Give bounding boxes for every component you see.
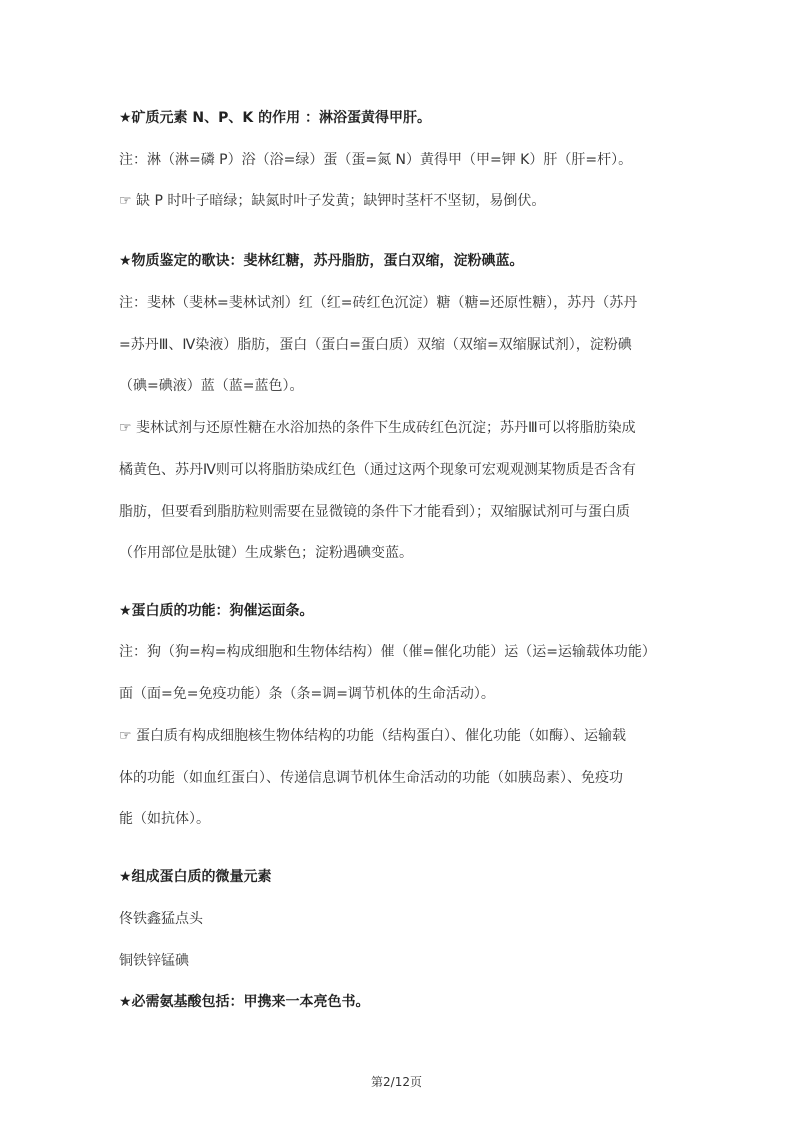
mnemonic-line: 铜铁锌锰碘 <box>119 953 189 969</box>
note-line: 注：淋（淋=磷 P）浴（浴=绿）蛋（蛋=氮 N）黄得甲（甲=钾 K）肝（肝=杆）。 <box>119 152 633 168</box>
tip-line: ☞ 斐林试剂与还原性糖在水浴加热的条件下生成砖红色沉淀；苏丹Ⅲ可以将脂肪染成 <box>119 420 636 436</box>
note-line: =苏丹Ⅲ、Ⅳ染液）脂肪，蛋白（蛋白=蛋白质）双缩（双缩=双缩脲试剂），淀粉碘 <box>119 337 632 353</box>
note-line: 注：狗（狗=构=构成细胞和生物体结构）催（催=催化功能）运（运=运输载体功能） <box>119 644 656 660</box>
note-line: 注：斐林（斐林=斐林试剂）红（红=砖红色沉淀）糖（糖=还原性糖），苏丹（苏丹 <box>119 295 638 311</box>
note-line: 面（面=免=免疫功能）条（条=调=调节机体的生命活动）。 <box>119 686 495 702</box>
page-number: 第2/12页 <box>371 1075 422 1089</box>
mnemonic-line: 佟铁鑫猛点头 <box>119 911 203 927</box>
section-heading-trace-elements: ★组成蛋白质的微量元素 <box>119 869 272 885</box>
tip-line: 体的功能（如血红蛋白）、传递信息调节机体生命活动的功能（如胰岛素）、免疫功 <box>119 770 623 786</box>
note-line: （碘=碘液）蓝（蓝=蓝色）。 <box>119 378 304 394</box>
tip-line: 橘黄色、苏丹Ⅳ则可以将脂肪染成红色（通过这两个现象可宏观观测某物质是否含有 <box>119 462 636 478</box>
tip-line: ☞ 缺 P 时叶子暗绿；缺氮时叶子发黄；缺钾时茎杆不坚韧，易倒伏。 <box>119 193 546 209</box>
tip-line: （作用部位是肽键）生成紫色；淀粉遇碘变蓝。 <box>119 545 413 561</box>
section-heading-protein-functions: ★蛋白质的功能：狗催运面条。 <box>119 603 314 619</box>
section-heading-substance-identification: ★物质鉴定的歌诀：斐林红糖，苏丹脂肪，蛋白双缩，淀粉碘蓝。 <box>119 253 524 269</box>
tip-line: 能（如抗体）。 <box>119 811 210 827</box>
section-heading-essential-amino-acids: ★必需氨基酸包括：甲携来一本亮色书。 <box>119 994 370 1010</box>
section-heading-mineral-elements: ★矿质元素 N、P、K 的作用 ：淋浴蛋黄得甲肝。 <box>119 110 431 126</box>
tip-line: ☞ 蛋白质有构成细胞核生物体结构的功能（结构蛋白）、催化功能（如酶）、运输载 <box>119 728 626 744</box>
tip-line: 脂肪，但要看到脂肪粒则需要在显微镜的条件下才能看到）；双缩脲试剂可与蛋白质 <box>119 504 630 520</box>
